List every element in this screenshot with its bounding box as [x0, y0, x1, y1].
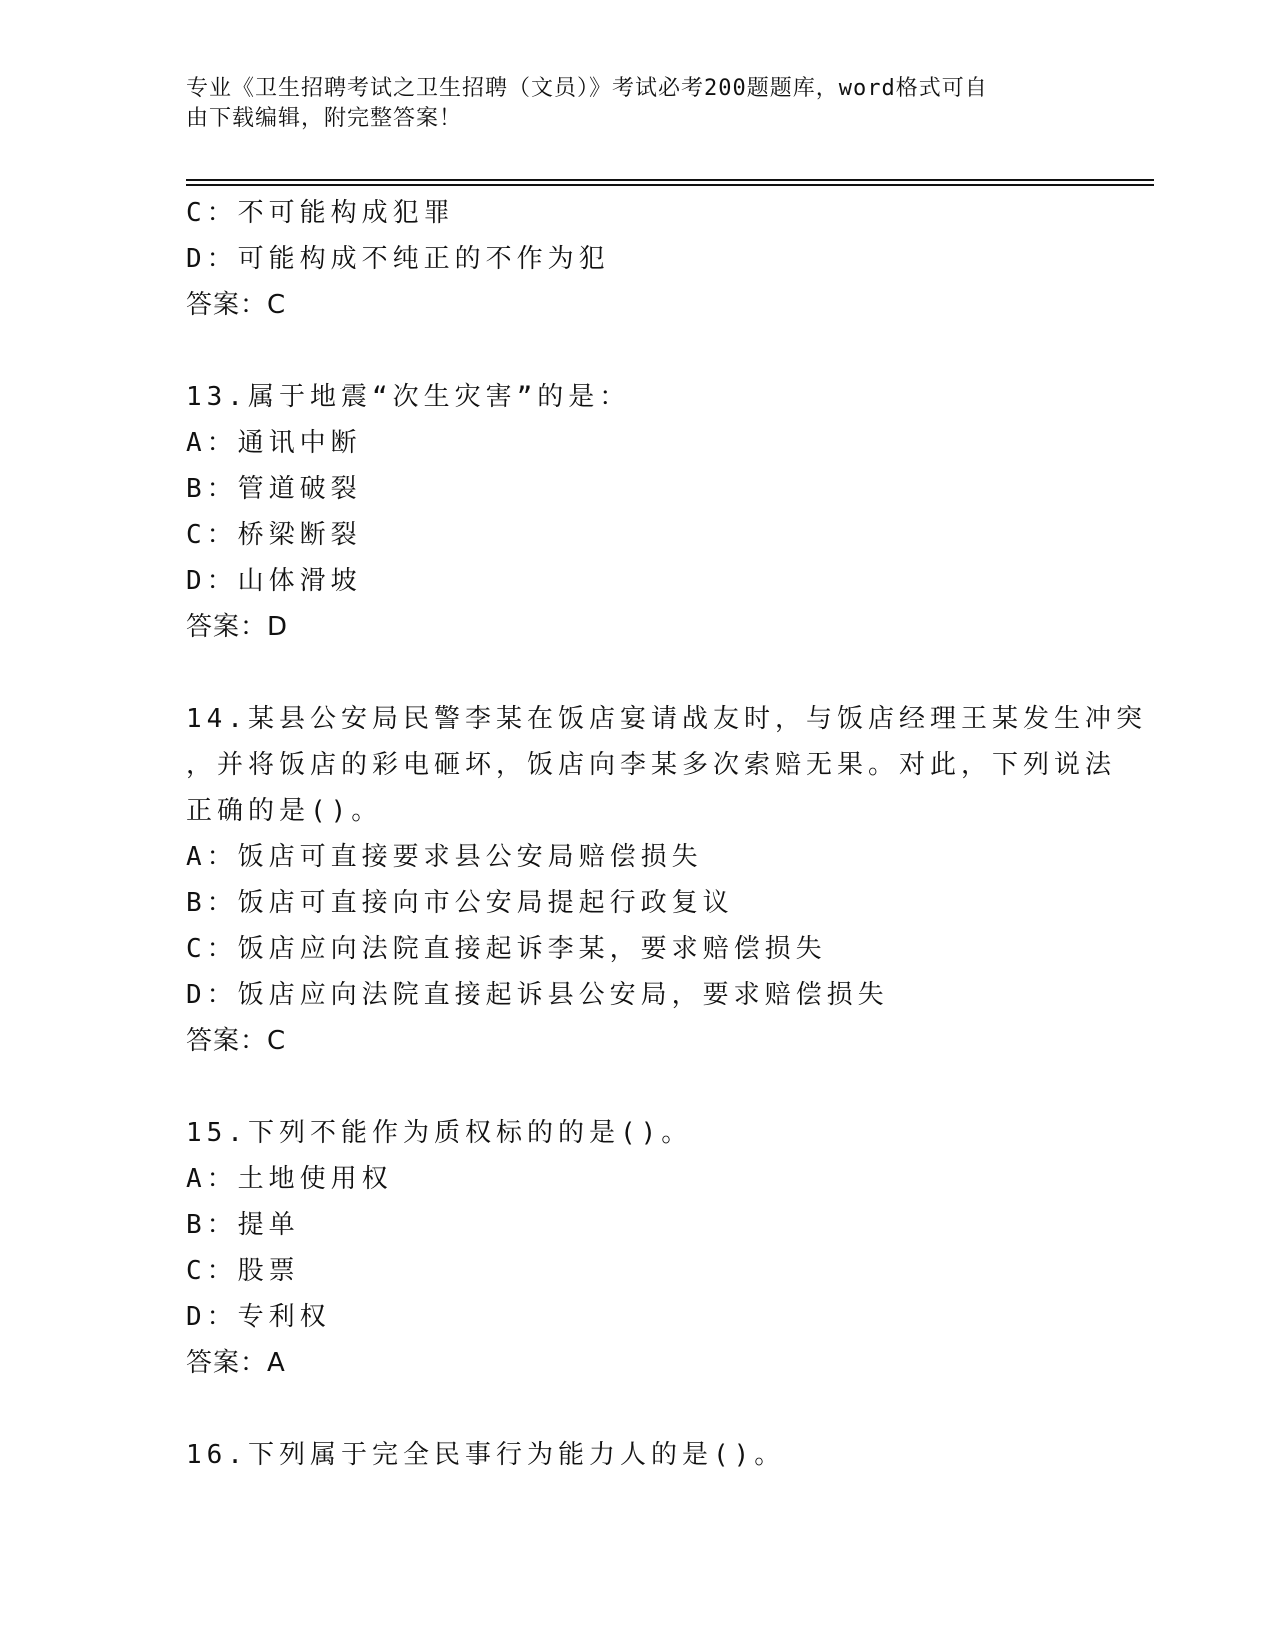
- stem-line: 14.某县公安局民警李某在饭店宴请战友时，与饭店经理王某发生冲突: [186, 704, 1147, 734]
- option-b: B：饭店可直接向市公安局提起行政复议: [186, 888, 734, 918]
- header-divider-bottom: [186, 184, 1154, 186]
- option-d: D：可能构成不纯正的不作为犯: [186, 244, 610, 274]
- stem-line: ，并将饭店的彩电砸坏，饭店向李某多次索赔无果。对此，下列说法: [186, 750, 1117, 780]
- question-list: [186, 190, 1147, 1478]
- question-stem: [186, 374, 1086, 420]
- option-d: D：山体滑坡: [186, 566, 362, 596]
- option-a: A：饭店可直接要求县公安局赔偿损失: [186, 842, 703, 872]
- header-line-2: 由下载编辑，附完整答案！: [186, 106, 463, 131]
- option-c: C：不可能构成犯罪: [186, 198, 455, 228]
- answer-label: 答案：C: [186, 1026, 287, 1056]
- option-b: B：提单: [186, 1210, 300, 1240]
- question-15: [186, 1110, 1086, 1386]
- header-divider-top: [186, 179, 1154, 181]
- stem-line: 正确的是()。: [186, 796, 383, 826]
- document-header: [186, 74, 1086, 134]
- stem-line: 13.属于地震“次生灾害”的是：: [186, 382, 631, 412]
- option-a: A：通讯中断: [186, 428, 362, 458]
- stem-line: 15.下列不能作为质权标的的是()。: [186, 1118, 693, 1148]
- option-c: C：股票: [186, 1256, 300, 1286]
- question-stem: [186, 1432, 1086, 1478]
- answer-label: 答案：C: [186, 290, 287, 320]
- stem-line: 16.下列属于完全民事行为能力人的是()。: [186, 1440, 786, 1470]
- option-a: A：土地使用权: [186, 1164, 393, 1194]
- question-12-tail: [186, 190, 1086, 328]
- question-stem: [186, 696, 1147, 834]
- question-stem: [186, 1110, 1086, 1156]
- option-b: B：管道破裂: [186, 474, 362, 504]
- answer-label: 答案：D: [186, 612, 289, 642]
- option-c: C：饭店应向法院直接起诉李某，要求赔偿损失: [186, 934, 827, 964]
- answer-label: 答案：A: [186, 1348, 286, 1378]
- question-14: [186, 696, 1147, 1064]
- option-d: D：饭店应向法院直接起诉县公安局，要求赔偿损失: [186, 980, 889, 1010]
- header-line-1: 专业《卫生招聘考试之卫生招聘（文员）》考试必考200题题库，word格式可自: [186, 76, 988, 101]
- option-d: D：专利权: [186, 1302, 331, 1332]
- option-c: C：桥梁断裂: [186, 520, 362, 550]
- question-13: [186, 374, 1086, 650]
- question-16: [186, 1432, 1086, 1478]
